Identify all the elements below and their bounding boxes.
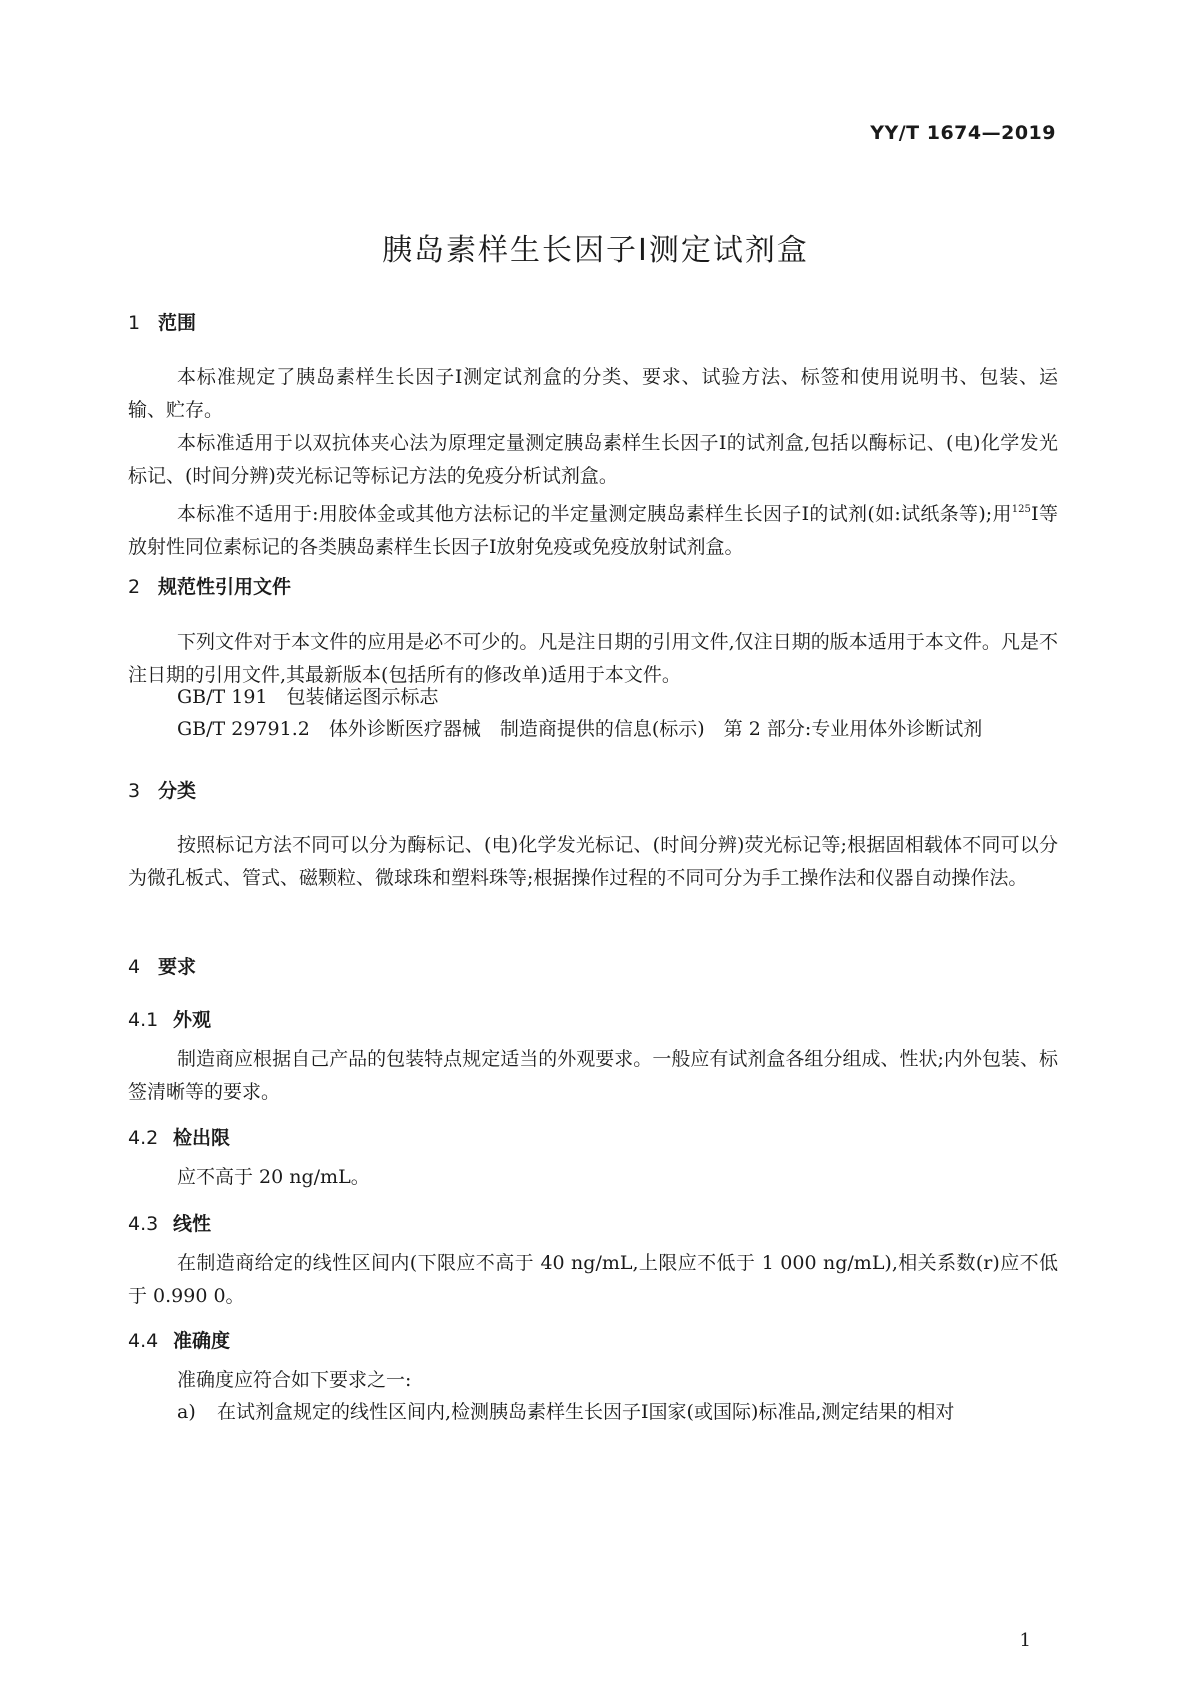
list-marker: a) — [177, 1401, 196, 1423]
subsection-number: 4.4 — [128, 1330, 159, 1352]
paragraph: 准确度应符合如下要求之一: — [177, 1369, 412, 1391]
reference-item: GB/T 29791.2 体外诊断医疗器械 制造商提供的信息(标示) 第 2 部分:专业用体外诊断试剂 — [177, 718, 983, 740]
section-3-heading — [128, 776, 196, 803]
subsection-4-2-heading — [128, 1123, 230, 1150]
subsection-number: 4.2 — [128, 1127, 159, 1149]
subsection-title: 检出限 — [173, 1127, 231, 1149]
paragraph: 本标准规定了胰岛素样生长因子Ⅰ测定试剂盒的分类、要求、试验方法、标签和使用说明书、包装、运输、贮存。 — [128, 366, 1058, 421]
section-title: 规范性引用文件 — [158, 576, 292, 598]
section-1-heading — [128, 308, 196, 335]
section-number: 3 — [128, 780, 141, 802]
text-run: 本标准不适用于:用胶体金或其他方法标记的半定量测定胰岛素样生长因子Ⅰ的试剂(如:试纸条等);用 — [177, 503, 1012, 525]
subsection-title: 准确度 — [173, 1330, 231, 1352]
subsection-4-1-heading — [128, 1005, 211, 1032]
list-item — [177, 1396, 954, 1429]
section-title: 分类 — [158, 780, 197, 802]
section-4-heading — [128, 952, 196, 979]
paragraph: 按照标记方法不同可以分为酶标记、(电)化学发光标记、(时间分辨)荧光标记等;根据固相载体不同可以分为微孔板式、管式、磁颗粒、微球珠和塑料珠等;根据操作过程的不同可分为手工操作法和仪器自动操作法。 — [128, 834, 1058, 889]
paragraph: 下列文件对于本文件的应用是必不可少的。凡是注日期的引用文件,仅注日期的版本适用于本文件。凡是不注日期的引用文件,其最新版本(包括所有的修改单)适用于本文件。 — [128, 631, 1058, 686]
subsection-title: 外观 — [173, 1009, 212, 1031]
text-run: Ⅰ等放射性同位素标记的各类胰岛素样生长因子Ⅰ放射免疫或免疫放射试剂盒。 — [128, 503, 1058, 558]
standard-code: YY/T 1674—2019 — [870, 122, 1056, 144]
subsection-title: 线性 — [173, 1213, 212, 1235]
section-number: 1 — [128, 312, 141, 334]
paragraph — [128, 493, 1058, 564]
list-item-text: 在试剂盒规定的线性区间内,检测胰岛素样生长因子Ⅰ国家(或国际)标准品,测定结果的相对 — [217, 1401, 955, 1423]
subsection-number: 4.3 — [128, 1213, 159, 1235]
superscript: 125 — [1011, 504, 1031, 515]
paragraph: 制造商应根据自己产品的包装特点规定适当的外观要求。一般应有试剂盒各组分组成、性状;内外包装、标签清晰等的要求。 — [128, 1048, 1058, 1103]
section-number: 4 — [128, 956, 141, 978]
section-2-heading — [128, 572, 291, 599]
section-title: 范围 — [158, 312, 197, 334]
document-title: 胰岛素样生长因子Ⅰ测定试剂盒 — [382, 233, 809, 268]
paragraph: 在制造商给定的线性区间内(下限应不高于 40 ng/mL,上限应不低于 1 000 ng/mL),相关系数(r)应不低于 0.990 0。 — [128, 1252, 1058, 1307]
subsection-4-4-heading — [128, 1326, 230, 1353]
subsection-4-3-heading — [128, 1209, 211, 1236]
reference-item: GB/T 191 包装储运图示标志 — [177, 686, 439, 708]
paragraph: 应不高于 20 ng/mL。 — [177, 1166, 370, 1188]
section-number: 2 — [128, 576, 141, 598]
paragraph: 本标准适用于以双抗体夹心法为原理定量测定胰岛素样生长因子Ⅰ的试剂盒,包括以酶标记、(电)化学发光标记、(时间分辨)荧光标记等标记方法的免疫分析试剂盒。 — [128, 432, 1058, 487]
page-number: 1 — [1019, 1630, 1031, 1651]
subsection-number: 4.1 — [128, 1009, 159, 1031]
section-title: 要求 — [158, 956, 197, 978]
